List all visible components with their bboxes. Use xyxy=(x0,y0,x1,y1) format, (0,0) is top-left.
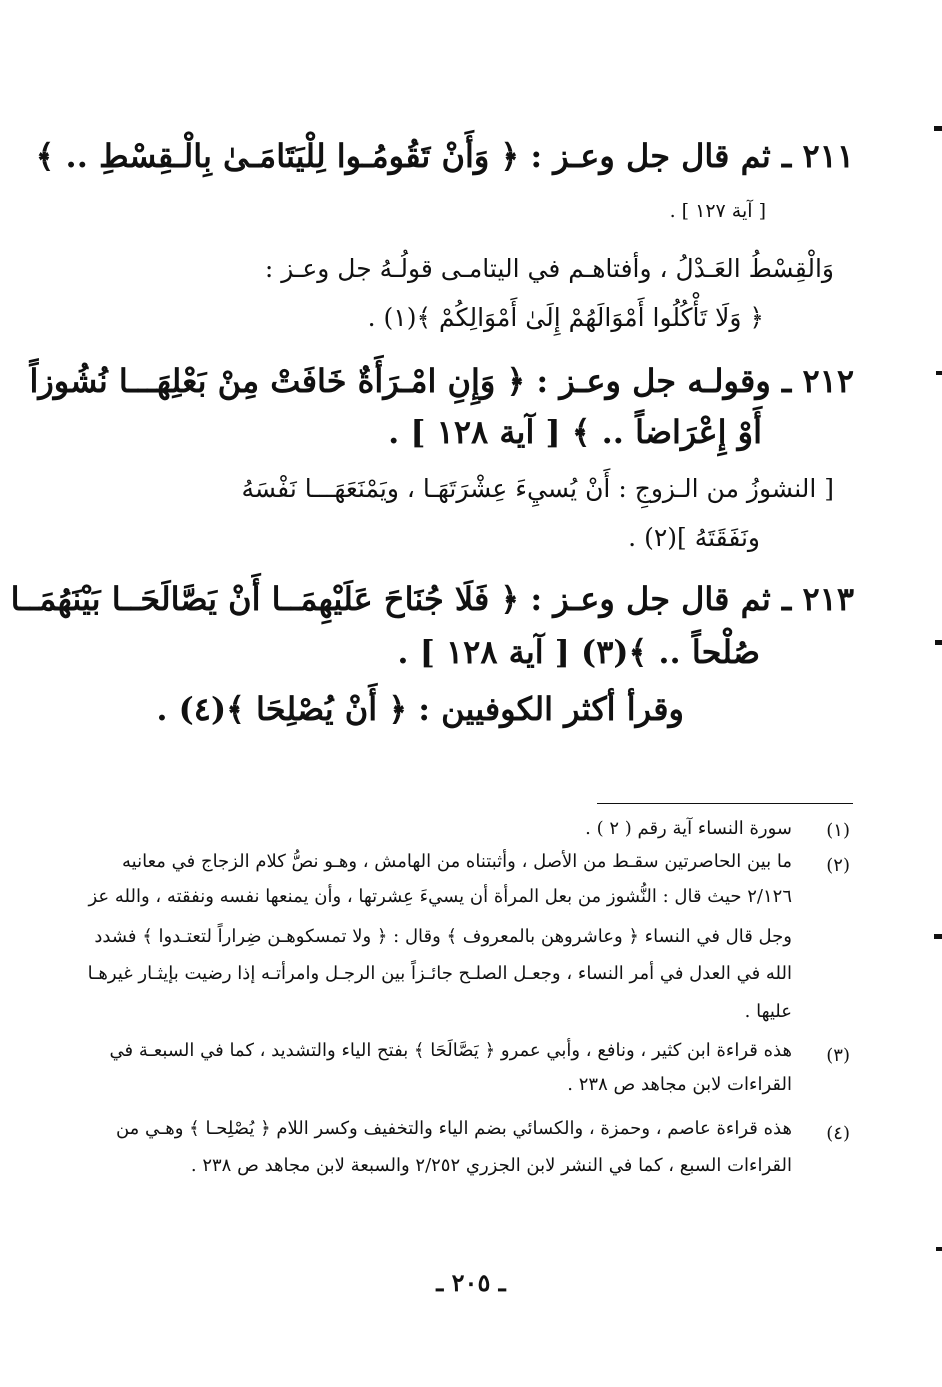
entry-213-line-1: ٢١٣ ـ ثم قال جل وعـز : ﴿ فَلَا جُنَاحَ عَلَيْهِمَــا أَنْ يَصَّالَحَــا بَيْنَهُمَــا xyxy=(10,580,854,618)
entry-211-line-1: ٢١١ ـ ثم قال جل وعـز : ﴿ وَأَنْ تَقُومُـوا لِلْيَتَامَـىٰ بِالْـقِسْطِ .. ﴾ xyxy=(35,137,854,175)
footnote-2-number: (٢) xyxy=(826,855,850,876)
page-number: ـ ٢٠٥ ـ xyxy=(436,1268,506,1297)
explanation-qist-line-1: وَالْقِسْطُ العَـدْلُ ، وأفتاهـم في اليتامـى قولُـهُ جل وعـز : xyxy=(264,254,834,283)
scan-edge-mark-bottom xyxy=(936,1247,942,1251)
nushuz-definition-line-1: [ النشوزُ من الـزوجِ : أَنْ يُسيِءَ عِشْرَتَهَـا ، ويَمْنَعَهَـــا نَفْسَهُ xyxy=(241,474,834,503)
scan-edge-mark-top xyxy=(934,126,942,131)
footnote-2-line-2: ٢/١٢٦ حيث قال : النُّشوز من بعل المرأة أن يسيءَ عِشرتها ، وأن يمنعها نفسه ونفقته ، والله عز xyxy=(88,886,792,907)
scan-edge-mark-4 xyxy=(934,934,942,939)
footnote-separator xyxy=(597,803,853,804)
footnote-4-number: (٤) xyxy=(826,1123,850,1144)
entry-212-line-2: أَوْ إِعْرَاضاً .. ﴾ [ آية ١٢٨ ] . xyxy=(388,413,762,451)
footnote-3-number: (٣) xyxy=(826,1045,850,1066)
entry-213-line-2: صُلْحاً .. ﴾(٣) [ آية ١٢٨ ] . xyxy=(397,633,760,671)
explanation-qist-line-2: ﴿ وَلَا تَأْكُلُوا أَمْوَالَهُمْ إِلَىٰ أَمْوَالِكُمْ ﴾(١) . xyxy=(367,303,764,332)
footnote-2-line-4: الله في العدل في أمر النساء ، وجعـل الصلـح جائـزاً بين الرجـل وامرأتـه إذا رضيت بإيثـار غيرهـا xyxy=(87,963,792,984)
footnote-2-line-1: ما بين الحاصرتين سقـط من الأصل ، وأثبتناه من الهامش ، وهـو نصُّ كلام الزجاج في معانيه xyxy=(122,851,792,872)
scan-edge-mark-2 xyxy=(936,371,942,375)
entry-211-verse-reference: [ آية ١٢٧ ] . xyxy=(669,200,766,222)
footnote-1-number: (١) xyxy=(826,820,850,841)
footnote-4-line-1: هذه قراءة عاصم ، وحمزة ، والكسائي بضم الياء والتخفيف وكسر اللام ﴿ يُصْلِحـا ﴾ وهـي من xyxy=(115,1118,792,1139)
footnote-3-line-2: القراءات لابن مجاهد ص ٢٣٨ . xyxy=(567,1074,792,1095)
kufan-reading-line: وقرأ أكثر الكوفيين : ﴿ أَنْ يُصْلِحَا ﴾(٤) . xyxy=(156,690,684,728)
entry-212-line-1: ٢١٢ ـ وقولـه جل وعـز : ﴿ وَإِنِ امْـرَأَةٌ خَافَتْ مِنْ بَعْلِهَـــا نُشُوزاً xyxy=(29,362,854,400)
footnote-2-line-5: عليها . xyxy=(744,1001,792,1022)
footnote-2-line-3: وجل قال في النساء ﴿ وعاشروهن بالمعروف ﴾ وقال : ﴿ ولا تمسكوهـن ضِراراً لتعتـدوا ﴾ فشدد xyxy=(94,926,792,947)
nushuz-definition-line-2: ونَفَقَتَهُ ](٢) . xyxy=(628,523,760,552)
footnote-4-line-2: القراءات السبع ، كما في النشر لابن الجزري ٢/٢٥٢ والسبعة لابن مجاهد ص ٢٣٨ . xyxy=(190,1155,792,1176)
scan-edge-mark-3 xyxy=(935,640,942,645)
footnote-1-line-1: سورة النساء آية رقم ( ٢ ) . xyxy=(585,818,792,839)
footnote-3-line-1: هذه قراءة ابن كثير ، ونافع ، وأبي عمرو ﴿ يَصَّالَحَا ﴾ بفتح الياء والتشديد ، كما في السبعـة في xyxy=(109,1040,792,1061)
